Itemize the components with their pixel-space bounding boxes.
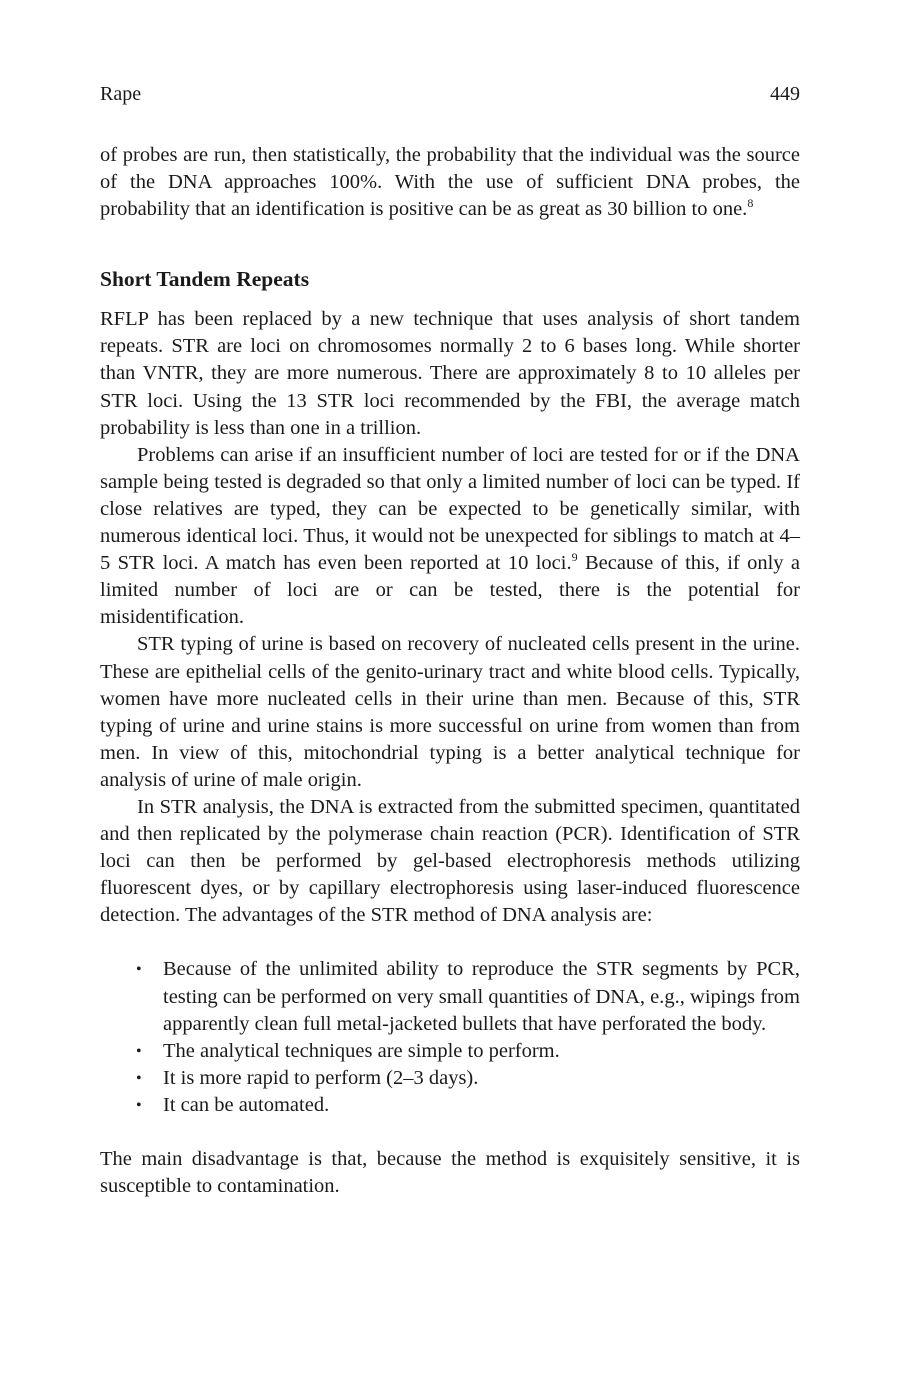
paragraph-str-analysis: In STR analysis, the DNA is extracted from the submitted specimen, quantitated and then replicated by the polymerase chain reaction (PCR). Identification of STR loci can then be performed by gel-based electrophoresis methods utilizing fluorescent dyes, or by capillary electrophoresis using laser-induced fluorescence detection. The advantages of the STR method of DNA analysis are: [100,795,800,927]
list-item-text: It is more rapid to perform (2–3 days). [163,1066,479,1089]
bullet-icon: • [136,1096,142,1114]
list-item-text: Because of the unlimited ability to reproduce the STR segments by PCR, testing can be performed on very small quantities of DNA, e.g., wipings from apparently clean full metal-jacketed bullets that have perforated the body. [163,958,800,1035]
paragraph-problems-text: Problems can arise if an insufficient number of loci are tested for or if the DNA sample being tested is degraded so that only a limited number of loci can be typed. If close relatives are typed, they can be expected to be genetically similar, with numerous identical loci. Thus, it would not be unexpected for siblings to match at 4–5 STR loci. A match has even been reported at 10 loci. [100,443,800,575]
paragraph-problems-text-continued: Because of this, if only a limited number of loci are or can be tested, there is the potential for misidentification. [100,552,800,629]
running-head [100,78,800,110]
running-head-title: Rape [100,83,142,105]
list-item [100,956,800,1037]
footnote-ref-9: 9 [571,550,578,565]
list-item [100,1065,800,1092]
page-number: 449 [770,83,800,105]
footnote-ref-8: 8 [747,196,754,211]
section-heading: Short Tandem Repeats [100,267,310,292]
list-item-text: It can be automated. [163,1093,330,1116]
paragraph-disadvantage: The main disadvantage is that, because the method is exquisitely sensitive, it is susceptible to contamination. [100,1148,800,1198]
bullet-icon: • [136,1042,142,1060]
bullet-icon: • [136,1069,142,1087]
intro-paragraph [100,142,800,223]
list-item-text: The analytical techniques are simple to perform. [163,1039,560,1062]
list-item [100,1038,800,1065]
intro-paragraph-text: of probes are run, then statistically, the probability that the individual was the source of the DNA approaches 100%. With the use of sufficient DNA probes, the probability that an identification is positive can be as great as 30 billion to one. [100,144,800,221]
paragraph-urine: STR typing of urine is based on recovery of nucleated cells present in the urine. These are epithelial cells of the genito-urinary tract and white blood cells. Typically, women have more nucleated cells in their urine than men. Because of this, STR typing of urine and urine stains is more successful on urine from women than from men. In view of this, mitochondrial typing is a better analytical technique for analysis of urine of male origin. [100,633,800,791]
list-item [100,1092,800,1119]
paragraph-problems [100,442,800,632]
book-page [100,78,800,1200]
bullet-icon: • [136,961,142,979]
advantages-list [100,956,800,1119]
paragraph-rflp: RFLP has been replaced by a new technique that uses analysis of short tandem repeats. STR are loci on chromosomes normally 2 to 6 bases long. While shorter than VNTR, they are more numerous. There are approximately 8 to 10 alleles per STR loci. Using the 13 STR loci recommended by the FBI, the average match probability is less than one in a trillion. [100,308,800,439]
